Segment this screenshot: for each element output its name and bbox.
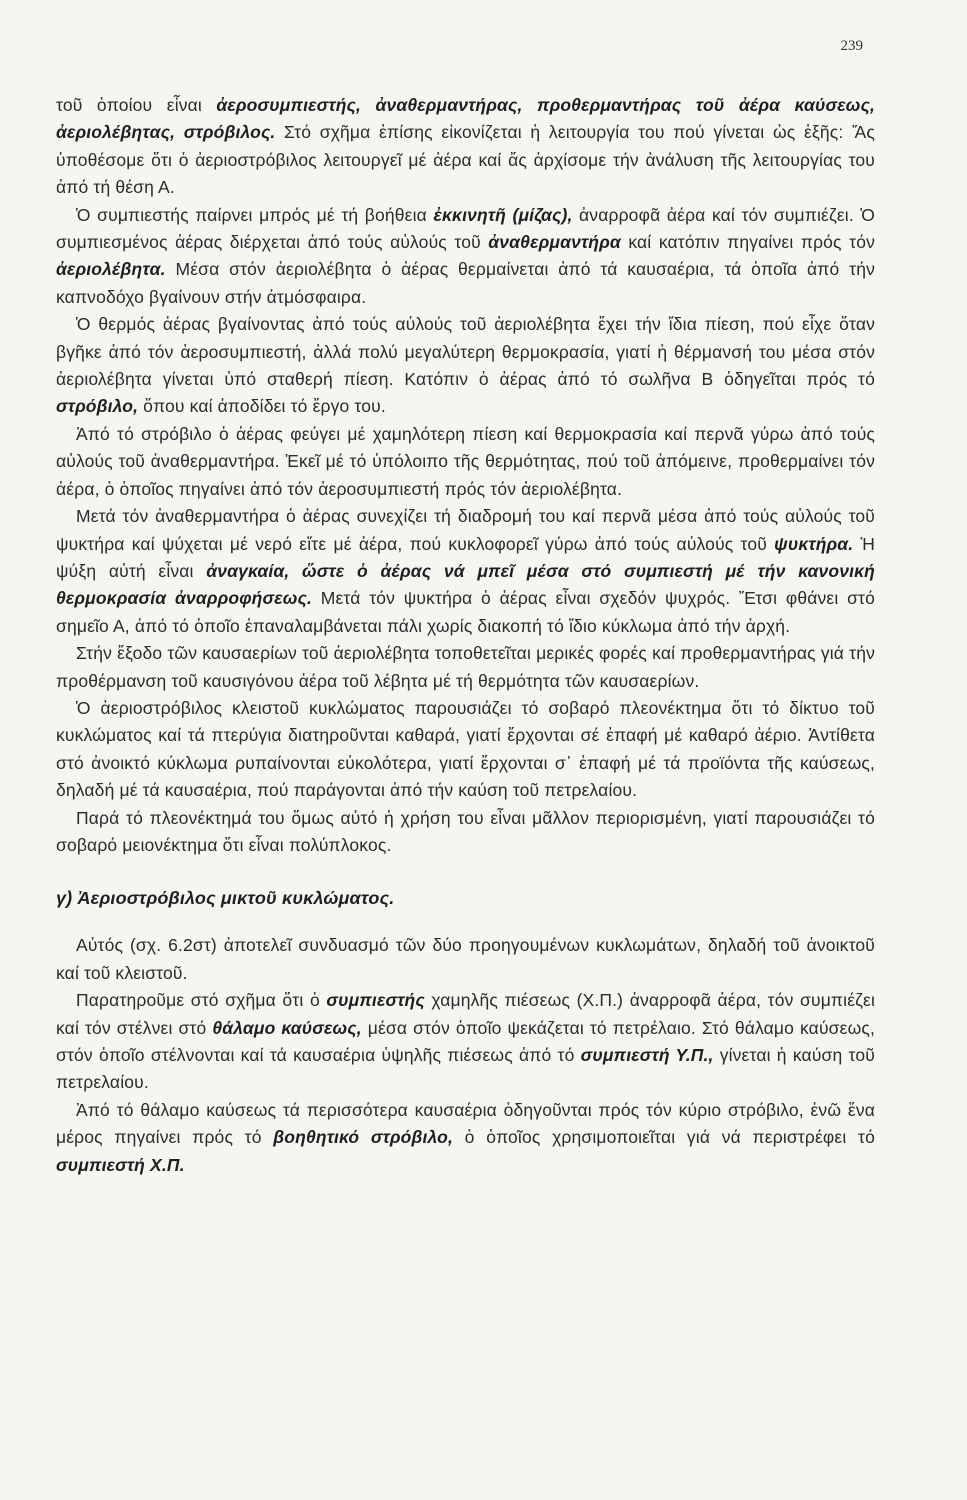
paragraph [56, 311, 875, 421]
text-run: Στό σχῆμα ἐπίσης εἰκονίζεται ἡ λειτουργία του πού γίνεται ὡς ἑξῆς: Ἄς ὑποθέσομε ὅτι ὁ ἀεριοστρόβιλος λειτουργεῖ μέ ἀέρα καί ἄς ἀρχίσομε τήν ἀνάλυση τῆς λειτουργίας του ἀπό τή θέση Α. [56, 122, 875, 198]
emphasized-term: ἀεριολέβητα. [56, 259, 166, 280]
paragraph [56, 805, 875, 860]
text-run: μέσα στόν ὁποῖο ψεκάζεται τό πετρέλαιο. Στό θάλαμο καύσεως, στόν ὁποῖο στέλνονται καί τά καυσαέρια ὑψηλῆς πιέσεως ἀπό τό [56, 1017, 875, 1065]
text-run: ὁ ὁποῖος χρησιμοποιεῖται γιά νά περιστρέφει τό [453, 1127, 875, 1148]
emphasized-term: ἐκκινητῆ (μίζας), [433, 204, 573, 225]
text-run: Αὐτός (σχ. 6.2στ) ἀποτελεῖ συνδυασμό τῶν δύο προηγουμένων κυκλωμάτων, δηλαδή τοῦ ἀνοικτοῦ καί τοῦ κλειστοῦ. [56, 935, 875, 983]
emphasized-term: ἀεροσυμπιεστής, ἀναθερμαντήρας, προθερμαντήρας τοῦ ἀέρα καύσεως, ἀεριολέβητας, στρόβιλος. [56, 95, 875, 143]
paragraph [56, 640, 875, 695]
section-heading [56, 885, 875, 912]
text-run: Ἡ ψύξη αὐτή εἶναι [56, 533, 875, 581]
emphasized-term: στρόβιλο, [56, 396, 139, 417]
emphasized-term: συμπιεστή Χ.Π. [56, 1154, 185, 1175]
text-run: Στήν ἔξοδο τῶν καυσαερίων τοῦ ἀεριολέβητα τοποθετεῖται μερικές φορές καί προθερμαντήρας γιά τήν προθέρμανση τοῦ καυσιγόνου ἀέρα τοῦ λέβητα μέ τή θερμότητα τῶν καυσαερίων. [56, 643, 875, 691]
paragraph [56, 1097, 875, 1179]
text-run: Ὁ συμπιεστής παίρνει μπρός μέ τή βοήθεια [76, 204, 434, 225]
text-run: Ὁ ἀεριοστρόβιλος κλειστοῦ κυκλώματος παρουσιάζει τό σοβαρό πλεονέκτημα ὅτι τό δίκτυο τοῦ κυκλώματος καί τά πτερύγια διατηροῦνται καθαρά, γιατί ἔρχονται σέ ἐπαφή μέ καθαρό ἀέριο. Ἀντίθετα στό ἀνοικτό κύκλωμα ρυπαίνονται εὐκολότερα, γιατί ἔρχονται σ᾽ ἐπαφή μέ τά προϊόντα τῆς καύσεως, δηλαδή μέ τά καυσαέρια, πού παράγονται ἀπό τήν καύση τοῦ πετρελαίου. [56, 697, 875, 801]
text-run: Ἀπό τό στρόβιλο ὁ ἀέρας φεύγει μέ χαμηλότερη πίεση καί θερμοκρασία καί περνᾶ γύρω ἀπό τούς αὐλούς τοῦ ἀναθερμαντήρα. Ἐκεῖ μέ τό ὑπόλοιπο τῆς θερμότητας, πού τοῦ ἀπόμεινε, προθερμαίνει τόν ἀέρα, ὁ ὁποῖος πηγαίνει ἀπό τόν ἀεροσυμπιεστή πρός τόν ἀεριολέβητα. [56, 423, 875, 499]
emphasized-term: συμπιεστή Υ.Π., [580, 1045, 714, 1065]
text-run: Μετά τόν ἀναθερμαντήρα ὁ ἀέρας συνεχίζει τή διαδρομή του καί περνᾶ μέσα ἀπό τούς αὐλούς τοῦ ψυκτήρα καί ψύχεται μέ νερό εἴτε μέ ἀέρα, πού κυκλοφορεῖ γύρω ἀπό τούς αὐλούς τοῦ [56, 506, 875, 554]
text-run: Μέσα στόν ἀεριολέβητα ὁ ἀέρας θερμαίνεται ἀπό τά καυσαέρια, τά ὁποῖα ἀπό τήν καπνοδόχο βγαίνουν στήν ἀτμόσφαιρα. [56, 259, 875, 307]
body-text [56, 0, 875, 1179]
text-run: Ἀπό τό θάλαμο καύσεως τά περισσότερα καυσαέρια ὁδηγοῦνται πρός τόν κύριο στρόβιλο, ἐνῶ ἕνα μέρος πηγαίνει πρός τό [56, 1099, 875, 1148]
paragraph [56, 987, 875, 1097]
text-run: χαμηλῆς πιέσεως (Χ.Π.) ἀναρροφᾶ ἀέρα, τόν συμπιέζει καί τόν στέλνει στό [56, 990, 875, 1038]
text-run: ἀναρροφᾶ ἀέρα καί τόν συμπιέζει. Ὁ συμπιεσμένος ἀέρας διέρχεται ἀπό τούς αὐλούς τοῦ [56, 204, 875, 253]
emphasized-term: ἀναγκαία, ὥστε ὁ ἀέρας νά μπεῖ μέσα στό συμπιεστή μέ τήν κανονική θερμοκρασία ἀναρροφήσεως. [56, 560, 875, 609]
paragraph [56, 421, 875, 503]
text-run: καί κατόπιν πηγαίνει πρός τόν [620, 232, 875, 253]
emphasized-term: ἀναθερμαντήρα [488, 232, 621, 253]
paragraph [56, 202, 875, 312]
paragraph [56, 92, 875, 202]
paragraph [56, 932, 875, 987]
paragraph [56, 503, 875, 640]
emphasized-term: συμπιεστής [326, 990, 425, 1011]
emphasized-term: γ) Ἀεριοστρόβιλος μικτοῦ κυκλώματος. [56, 888, 395, 909]
text-run: τοῦ ὁποίου εἶναι [56, 95, 217, 115]
emphasized-term: θάλαμο καύσεως, [212, 1017, 362, 1038]
emphasized-term: ψυκτήρα. [774, 533, 854, 554]
text-run: ὅπου καί ἀποδίδει τό ἔργο του. [138, 396, 386, 417]
text-run: Μετά τόν ψυκτήρα ὁ ἀέρας εἶναι σχεδόν ψυχρός. Ἔτσι φθάνει στό σημεῖο Α, ἀπό τό ὁποῖο ἐπαναλαμβάνεται πάλι χωρίς διακοπή τό ἴδιο κύκλωμα ἀπό τήν ἀρχή. [56, 588, 875, 636]
page-number: 239 [840, 38, 863, 54]
emphasized-term: βοηθητικό στρόβιλο, [273, 1127, 454, 1148]
paragraph [56, 695, 875, 805]
text-run: γίνεται ἡ καύση τοῦ πετρελαίου. [56, 1045, 875, 1093]
text-run: Παρατηροῦμε στό σχῆμα ὅτι ὁ [76, 990, 327, 1011]
text-run: Παρά τό πλεονέκτημά του ὅμως αὐτό ἡ χρήση του εἶναι μᾶλλον περιορισμένη, γιατί παρουσιάζει τό σοβαρό μειονέκτημα ὅτι εἶναι πολύπλοκος. [56, 807, 875, 855]
text-run: Ὁ θερμός ἀέρας βγαίνοντας ἀπό τούς αὐλούς τοῦ ἀεριολέβητα ἔχει τήν ἴδια πίεση, πού εἶχε ὅταν βγῆκε ἀπό τόν ἀεροσυμπιεστή, ἀλλά πολύ μεγαλύτερη θερμοκρασία, γιατί ἡ θέρμανσή του μέσα στόν ἀεριολέβητα γίνεται ὑπό σταθερή πίεση. Κατόπιν ὁ ἀέρας ἀπό τό σωλῆνα Β ὁδηγεῖται πρός τό [56, 314, 875, 390]
